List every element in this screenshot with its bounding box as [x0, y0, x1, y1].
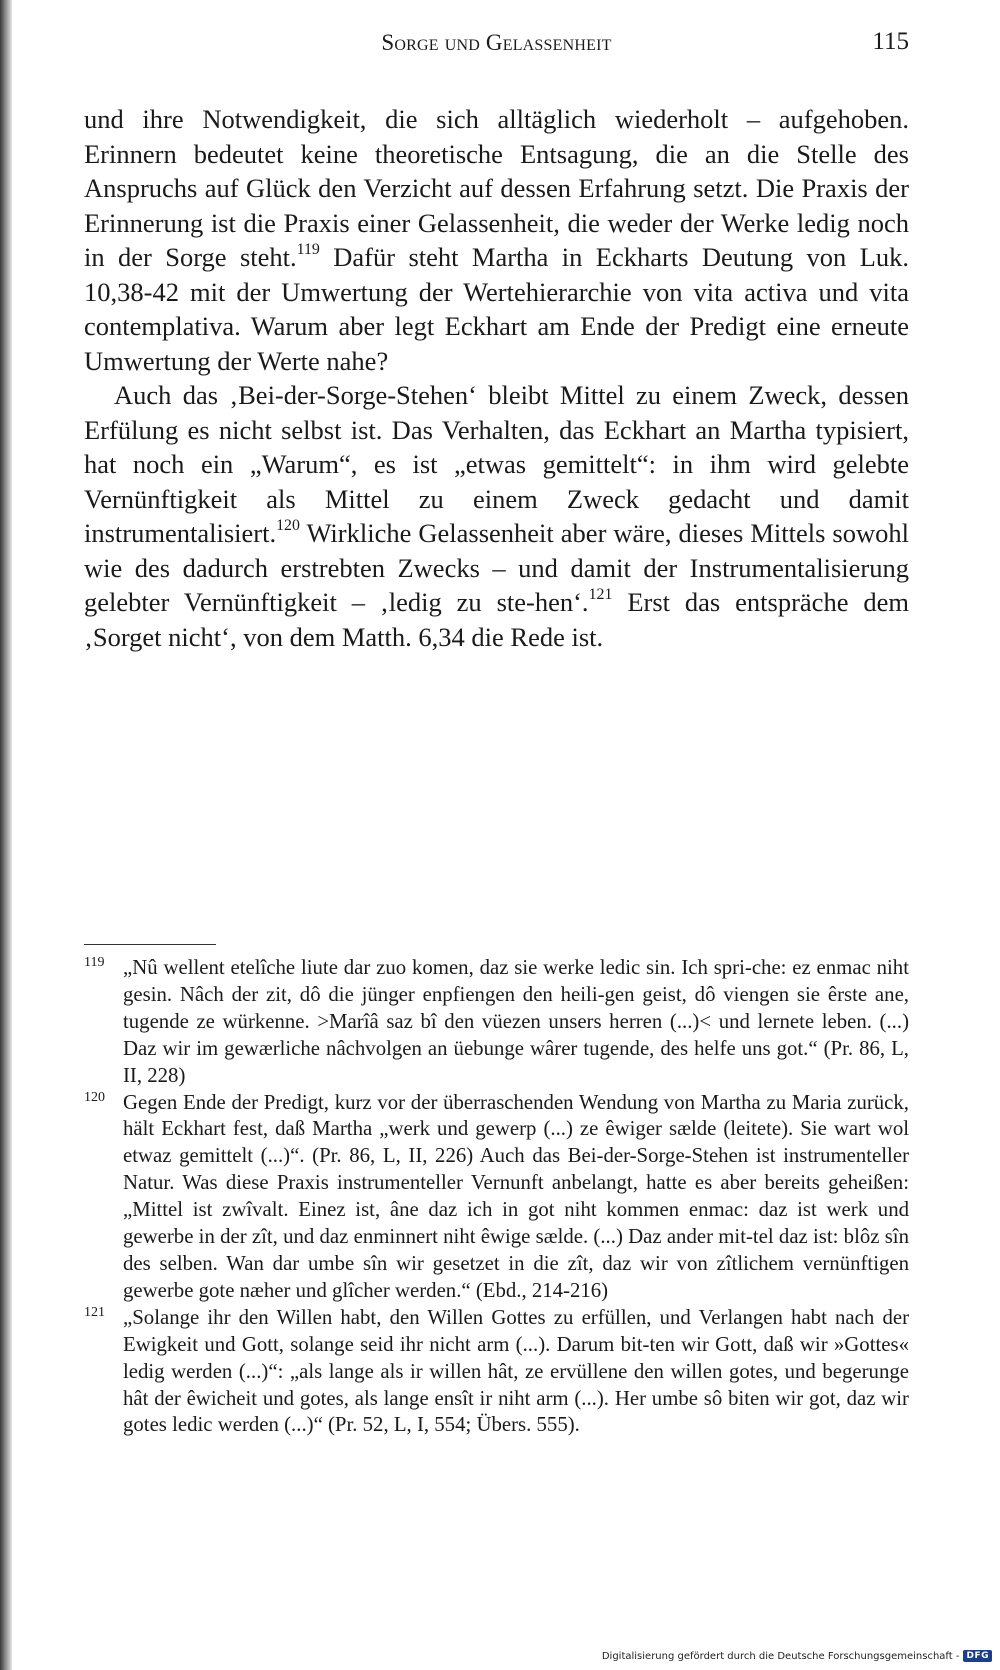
- credit-text: Digitalisierung gefördert durch die Deutsche Forschungsgemeinschaft -: [601, 1650, 960, 1662]
- running-head: [84, 30, 909, 56]
- footnote-separator: [84, 944, 216, 945]
- footnote-number: 121: [84, 1304, 105, 1320]
- footnote-text: Gegen Ende der Predigt, kurz vor der überraschenden Wendung von Martha zu Maria zurück, hält Eckhart fest, daß Martha „werk und gewerp (...) ze êwiger sælde (leitete). Sie wart wol etwaz gemittelt (...)“. (Pr. 86, L, II, 226) Auch das Bei-der-Sorge-Stehen ist instrumenteller Natur. Was diese Praxis instrumenteller Vernunft anbelangt, hatte es aber bereits geheißen: „Mittel ist zwîvalt. Einez ist, âne daz ich in got niht kommen enmac: daz ist werk und gewerbe in der zît, und daz enminnert niht êwige sælde. (...) Daz ander mit-tel daz ist: blôz sîn des selben. Wan dar umbe sîn wir gesetzet in die zît, daz wir von zîtlichem vernünftigen gewerbe gote næher und glîcher werden.“ (Ebd., 214-216): [123, 1090, 909, 1302]
- paragraph-1: [84, 102, 909, 378]
- footnote-121: [84, 1305, 909, 1440]
- main-text: [84, 102, 909, 654]
- footnote-number: 120: [84, 1089, 105, 1105]
- paragraph-2: [84, 378, 909, 654]
- page-edge-shadow: [0, 0, 12, 1670]
- footnote-text: „Nû wellent etelîche liute dar zuo komen, daz sie werke ledic sin. Ich spri-che: ez enmac niht gesin. Nâch der zit, dô die jünger enpfiengen den heili-gen geist, dô viengen sie êrste ane, tugende ze würkenne. >Marîâ saz bî den vüezen unsers herren (...)< und lernete leben. (...) Daz wir im gewærliche nâchvolgen an üebunge wârer tugende, des helfe uns got.“ (Pr. 86, L, II, 228): [123, 956, 909, 1087]
- paragraph-1-text-b: Dafür steht Martha in Eckharts Deutung von Luk. 10,38-42 mit der Umwertung der Wertehierarchie von vita activa und vita contemplativa. Warum aber legt Eckhart am Ende der Predigt eine erneute Umwertung der Werte nahe?: [84, 242, 909, 376]
- page-number: 115: [872, 28, 909, 55]
- footnote-text: „Solange ihr den Willen habt, den Willen Gottes zu erfüllen, und Verlangen habt nach der Ewigkeit und Gott, solange seid ihr nicht arm (...). Darum bit-ten wir Gott, daß wir »Gottes« ledig werden (...)“: „als lange als ir willen hât, ze ervüllene den willen gotes, und begerunge hât der êwicheit und gotes, als lange ensît ir niht arm (...). Her umbe sô biten wir got, daz wir gotes ledic werden (...)“ (Pr. 52, L, I, 554; Übers. 555).: [123, 1305, 909, 1437]
- running-head-word-2: und: [444, 30, 480, 55]
- footnote-ref-120: 120: [276, 517, 300, 535]
- paragraph-1-text-a: und ihre Notwendigkeit, die sich alltäglich wiederholt – aufgehoben. Erinnern bedeutet keine theoretische Entsagung, die an die Stelle des Anspruchs auf Glück den Verzicht auf dessen Erfahrung setzt. Die Praxis der Erinnerung ist die Praxis einer Gelassenheit, die weder der Werke ledig noch in der Sorge steht.: [84, 104, 909, 272]
- footnote-120: [84, 1090, 909, 1305]
- running-head-word-1: Sorge: [381, 30, 439, 55]
- digitization-credit: [602, 1648, 992, 1664]
- footnote-ref-121: 121: [588, 586, 613, 604]
- paragraph-2-text-c: Erst das entspräche dem ‚Sorget nicht‘, von dem Matth. 6,34 die Rede ist.: [84, 587, 910, 652]
- footnote-number: 119: [84, 955, 105, 970]
- paragraph-2-text-b: Wirkliche Gelassenheit aber wäre, dieses Mittels sowohl wie des dadurch erstrebten Zwecks – und damit der Instrumentalisierung gelebter Vernünftigkeit – ‚ledig zu ste-hen‘.: [84, 518, 909, 617]
- paragraph-2-text-a: Auch das ‚Bei-der-Sorge-Stehen‘ bleibt Mittel zu einem Zweck, dessen Erfülung es nicht selbst ist. Das Verhalten, das Eckhart an Martha typisiert, hat noch ein „Warum“, es ist „etwas gemittelt“: in ihm wird gelebte Vernünftigkeit als Mittel zu einem Zweck gedacht und damit instrumentalisiert.: [84, 380, 909, 548]
- running-head-word-3: Gelassenheit: [485, 30, 612, 55]
- footnotes: [84, 955, 909, 1439]
- footnote-119: [84, 955, 909, 1090]
- dfg-logo-icon: DFG: [963, 1650, 992, 1662]
- footnote-ref-119: 119: [296, 241, 320, 259]
- page-header: [84, 30, 909, 64]
